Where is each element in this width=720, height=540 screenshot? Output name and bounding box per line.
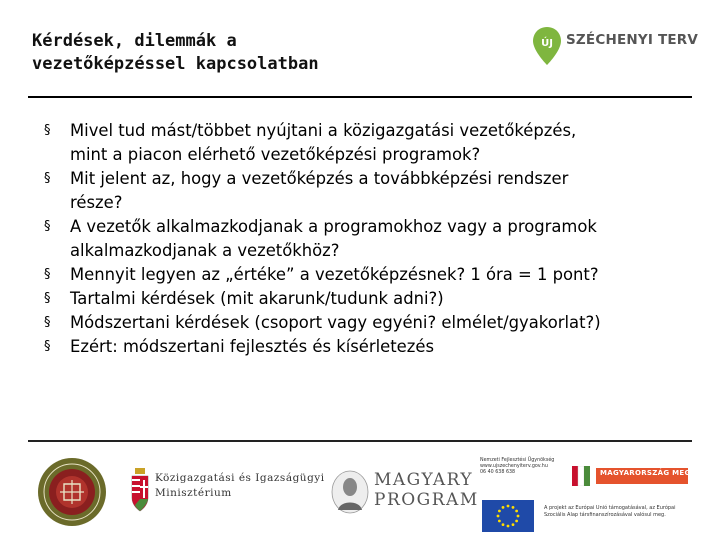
list-item-line: Mennyit legyen az „értéke” a vezetőképzésnek? 1 óra = 1 pont? — [70, 265, 599, 284]
eu-funding-line: Szociális Alap társfinanszírozásával valósul meg. — [544, 512, 666, 518]
list-item — [44, 215, 704, 263]
list-item — [44, 311, 704, 335]
list-item — [44, 287, 704, 311]
list-item — [44, 167, 704, 215]
list-item-line: Módszertani kérdések (csoport vagy egyéni? elmélet/gyakorlat?) — [70, 313, 601, 332]
bullet-marker: § — [44, 315, 51, 330]
ministry-line-1: Közigazgatási és Igazságügyi — [155, 472, 325, 484]
coat-of-arms-icon — [130, 468, 150, 512]
bottom-divider — [28, 440, 692, 442]
top-divider — [28, 96, 692, 98]
eu-funding-text — [544, 505, 676, 519]
list-item-line: Tartalmi kérdések (mit akarunk/tudunk adni?) — [70, 289, 444, 308]
badge-text: MAGYARORSZÁG MEGÚJUL — [600, 469, 711, 477]
list-item-line: mint a piacon elérhető vezetőképzési programok? — [70, 145, 481, 164]
slide-title — [32, 30, 472, 76]
list-item-line: Mit jelent az, hogy a vezetőképzés a továbbképzési rendszer — [70, 169, 569, 188]
bullet-marker: § — [44, 339, 51, 354]
bullet-marker: § — [44, 267, 51, 282]
szechenyi-brand-text: SZÉCHENYI TERV — [566, 32, 699, 48]
portrait-icon — [330, 470, 370, 514]
ministry-line-2: Minisztérium — [155, 487, 232, 499]
eu-funding-line: A projekt az Európai Unió támogatásával, az Európai — [544, 505, 676, 511]
location-pin-icon — [532, 26, 562, 66]
list-item-line: része? — [70, 193, 123, 212]
list-item-line: Ezért: módszertani fejlesztés és kísérletezés — [70, 337, 434, 356]
list-item — [44, 335, 704, 359]
pin-label: ÚJ — [541, 38, 553, 49]
list-item-line: A vezetők alkalmazkodjanak a programokhoz vagy a programok — [70, 217, 597, 236]
list-item-line: Mivel tud mást/többet nyújtani a közigazgatási vezetőképzés, — [70, 121, 577, 140]
bullet-marker: § — [44, 123, 51, 138]
bullet-marker: § — [44, 291, 51, 306]
bullet-marker: § — [44, 219, 51, 234]
magyary-line-2: PROGRAM — [374, 490, 479, 510]
eu-funding-block — [480, 458, 711, 536]
szechenyi-terv-logo — [528, 22, 698, 72]
title-line-2: vezetőképzéssel kapcsolatban — [32, 54, 319, 74]
ministry-name — [155, 471, 325, 501]
eu-flag-icon — [482, 500, 534, 532]
agency-line: Nemzeti Fejlesztési Ügynökség — [480, 458, 555, 463]
bullet-marker: § — [44, 171, 51, 186]
title-line-1: Kérdések, dilemmák a — [32, 31, 237, 51]
magyary-line-1: MAGYARY — [374, 470, 474, 490]
list-item — [44, 119, 704, 167]
footer-logos — [0, 446, 720, 540]
university-seal-icon — [36, 456, 108, 528]
agency-info — [480, 458, 554, 476]
magyary-program-text — [374, 470, 479, 510]
agency-line: 06 40 638 638 — [480, 470, 516, 475]
list-item — [44, 263, 704, 287]
agency-line: www.ujszechenyiterv.gov.hu — [480, 464, 548, 469]
question-list — [44, 119, 704, 359]
list-item-line: alkalmazkodjanak a vezetőkhöz? — [70, 241, 340, 260]
